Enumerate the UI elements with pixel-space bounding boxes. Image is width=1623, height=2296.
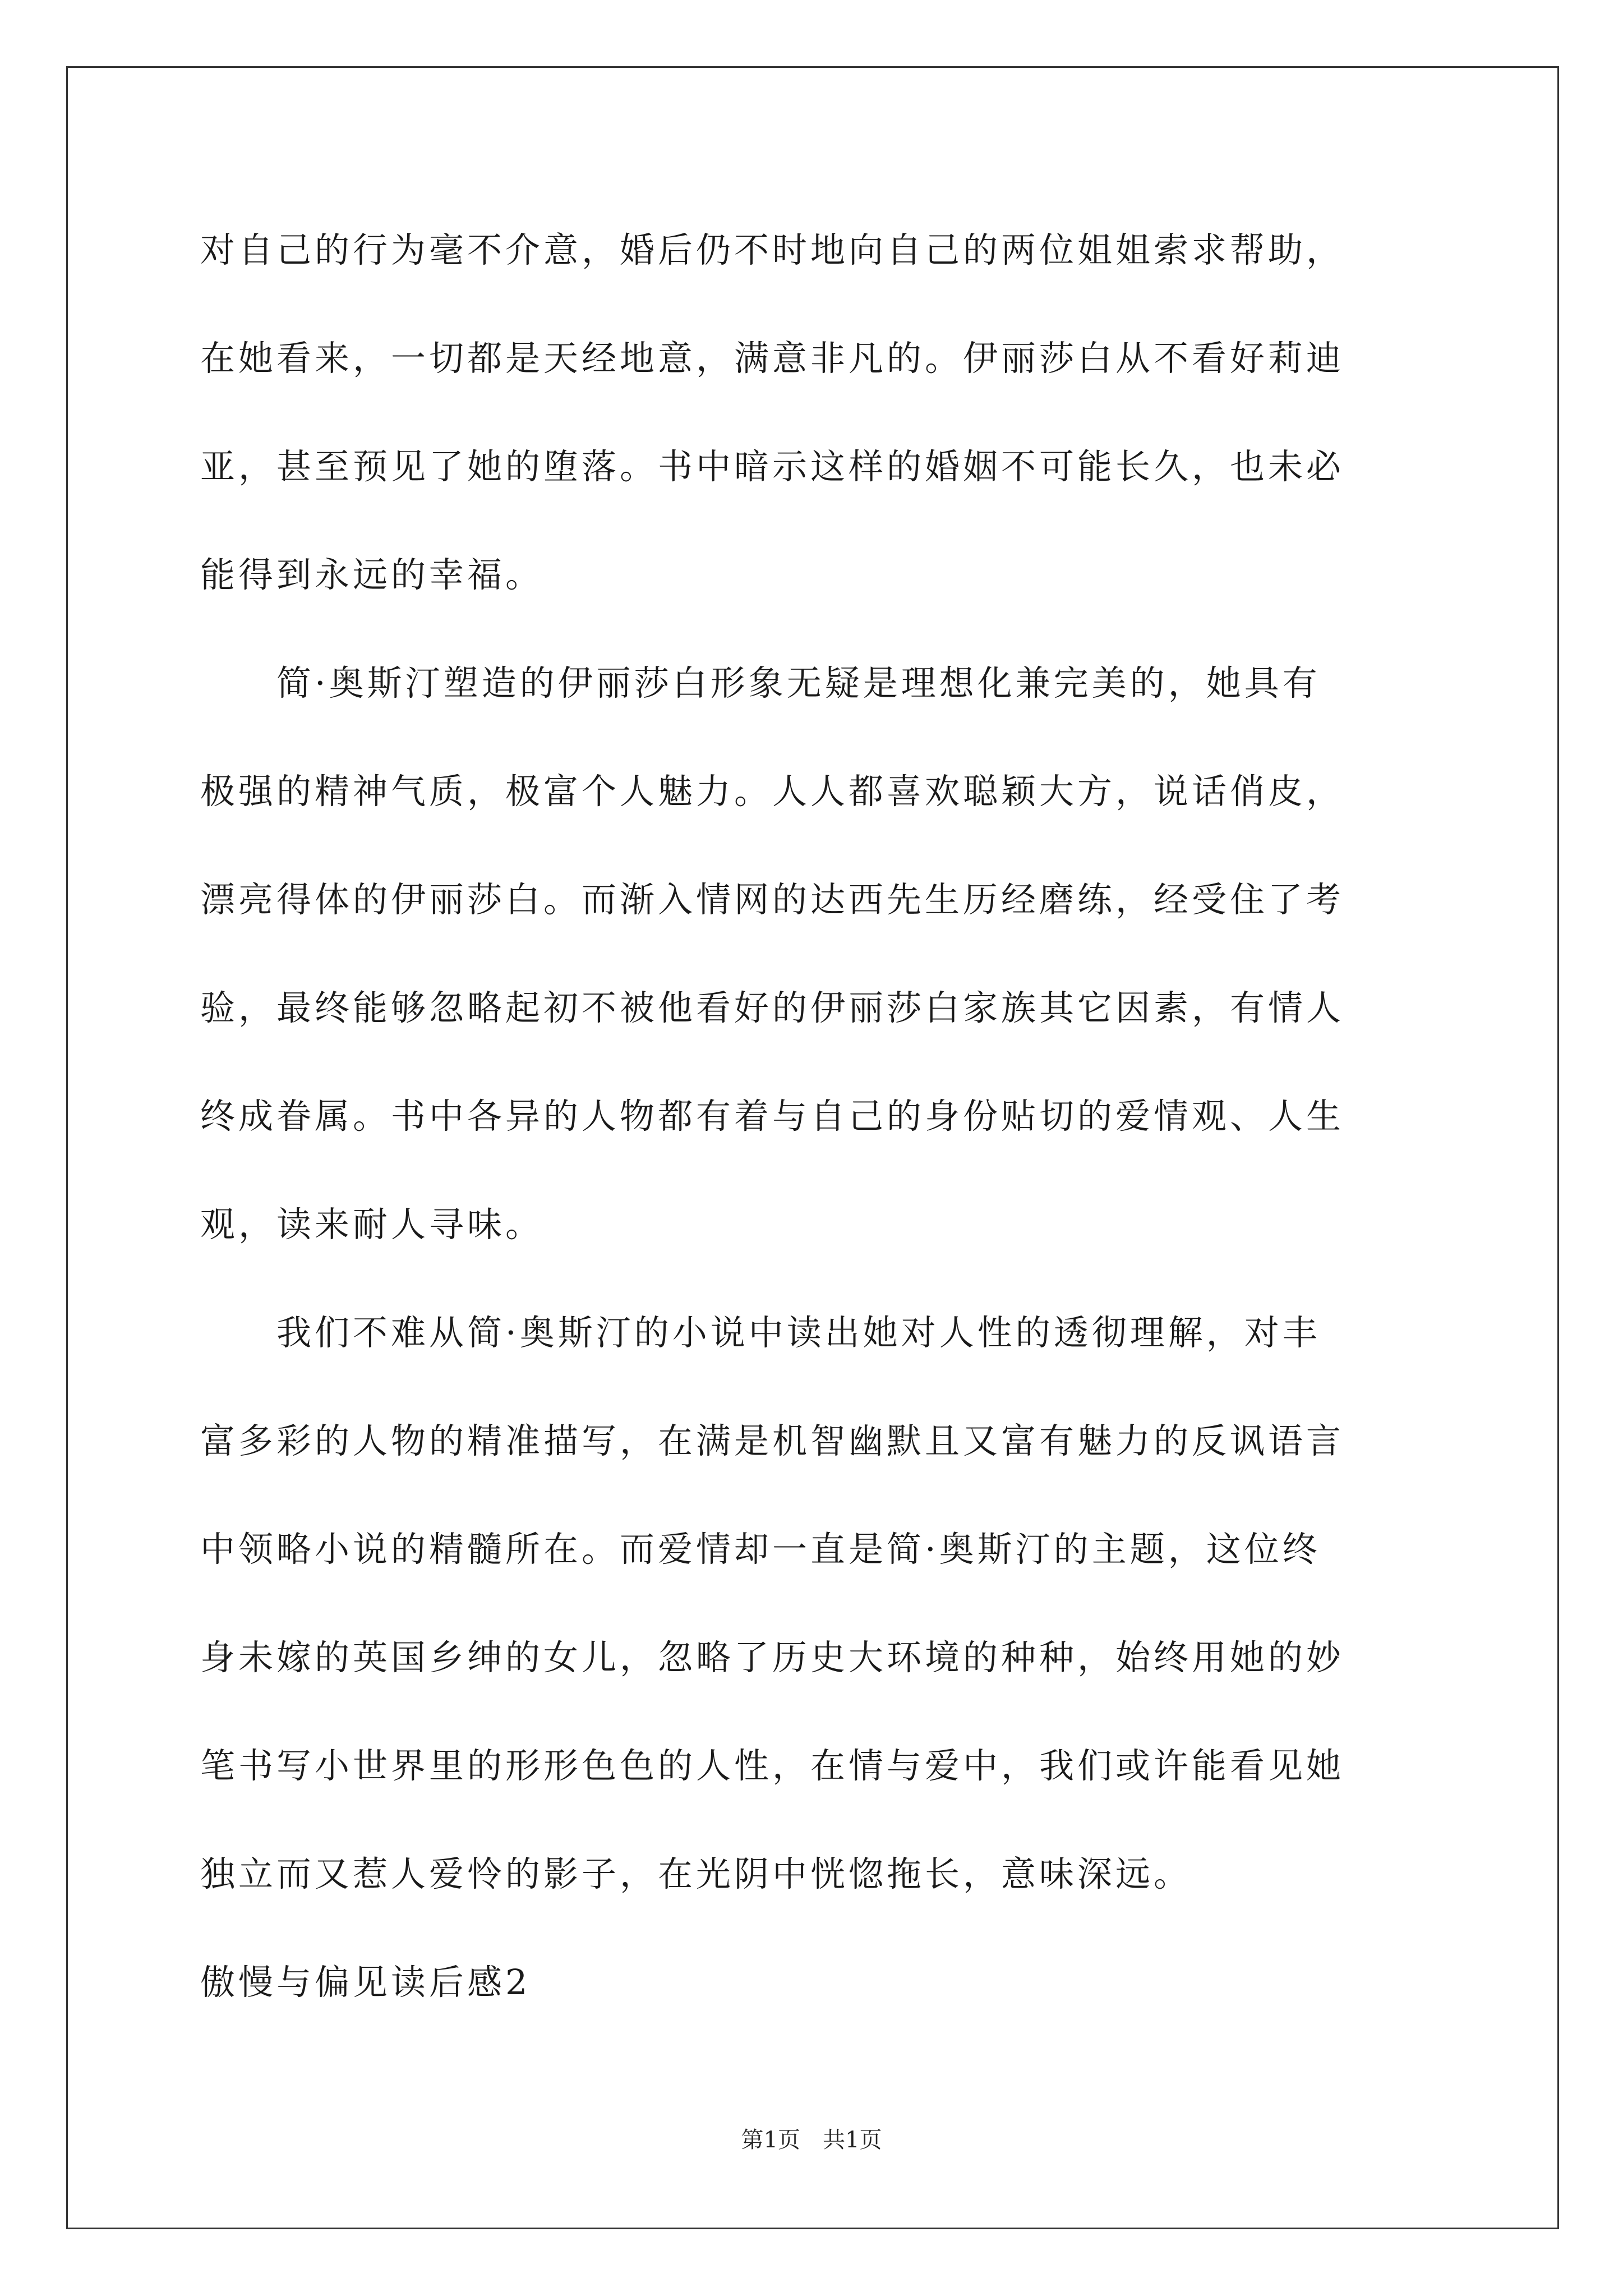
text-line: 富多彩的人物的精准描写，在满是机智幽默且又富有魅力的反讽语言 bbox=[200, 1420, 1345, 1461]
text-line: 简·奥斯汀塑造的伊丽莎白形象无疑是理想化兼完美的，她具有 bbox=[200, 662, 1321, 703]
text-line: 验，最终能够忽略起初不被他看好的伊丽莎白家族其它因素，有情人 bbox=[200, 987, 1345, 1028]
text-line: 身未嫁的英国乡绅的女儿，忽略了历史大环境的种种，始终用她的妙 bbox=[200, 1637, 1345, 1678]
text-line: 亚，甚至预见了她的堕落。书中暗示这样的婚姻不可能长久，也未必 bbox=[200, 446, 1345, 487]
text-line: 在她看来，一切都是天经地意，满意非凡的。伊丽莎白从不看好莉迪 bbox=[200, 338, 1345, 379]
text-line: 我们不难从简·奥斯汀的小说中读出她对人性的透彻理解，对丰 bbox=[200, 1312, 1321, 1353]
text-line: 笔书写小世界里的形形色色的人性，在情与爱中，我们或许能看见她 bbox=[200, 1745, 1345, 1786]
text-line: 终成眷属。书中各异的人物都有着与自己的身份贴切的爱情观、人生 bbox=[200, 1096, 1345, 1137]
text-line: 极强的精神气质，极富个人魅力。人人都喜欢聪颖大方，说话俏皮， bbox=[200, 771, 1345, 812]
text-line: 漂亮得体的伊丽莎白。而渐入情网的达西先生历经磨练，经受住了考 bbox=[200, 879, 1345, 920]
page-border bbox=[66, 66, 1559, 2229]
text-line: 观，读来耐人寻味。 bbox=[200, 1204, 544, 1245]
page-footer: 第1页 共1页 bbox=[741, 2127, 882, 2153]
text-line: 独立而又惹人爱怜的影子，在光阴中恍惚拖长，意味深远。 bbox=[200, 1853, 1192, 1894]
section-heading: 傲慢与偏见读后感2 bbox=[200, 1962, 531, 2003]
text-line: 对自己的行为毫不介意，婚后仍不时地向自己的两位姐姐索求帮助， bbox=[200, 229, 1345, 270]
text-line: 能得到永远的幸福。 bbox=[200, 554, 544, 595]
text-line: 中领略小说的精髓所在。而爱情却一直是简·奥斯汀的主题，这位终 bbox=[200, 1529, 1321, 1570]
